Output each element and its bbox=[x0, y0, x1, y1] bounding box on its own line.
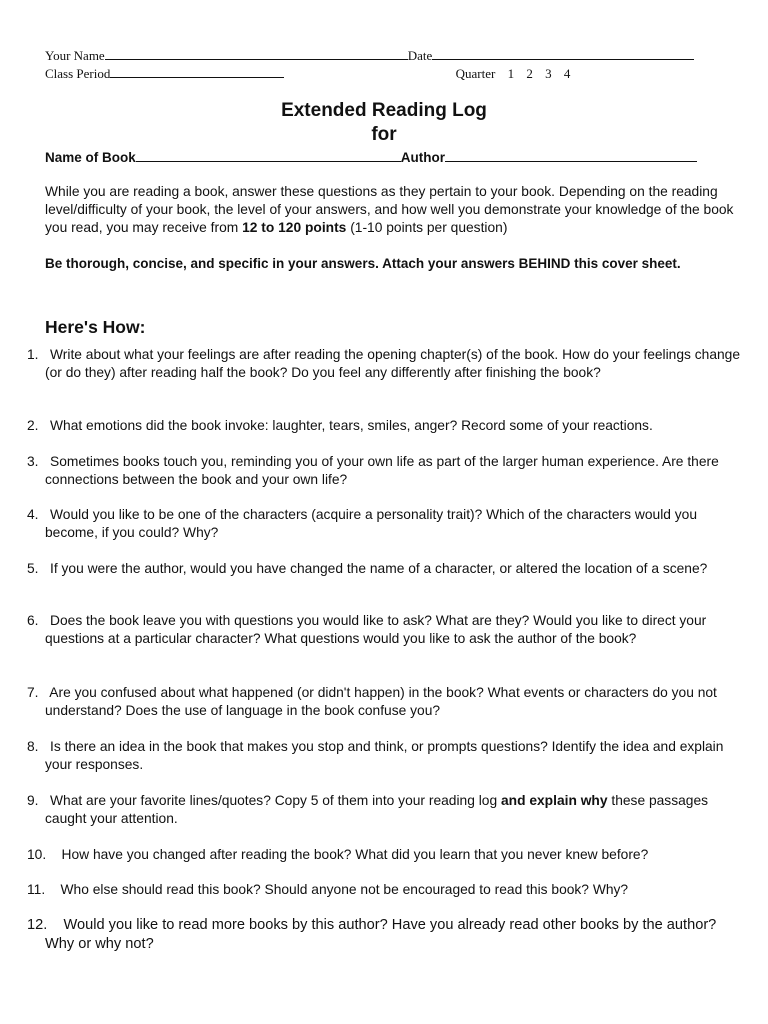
question-text: What emotions did the book invoke: laughter, tears, smiles, anger? Record some of your reactions. bbox=[50, 418, 653, 433]
question-number: 8. bbox=[27, 739, 39, 754]
quarter-label: Quarter bbox=[455, 66, 496, 81]
quarter-option-2[interactable]: 2 bbox=[526, 66, 533, 81]
points-range: 12 to 120 points bbox=[242, 220, 347, 235]
book-name-blank[interactable] bbox=[136, 149, 401, 162]
question-text: Is there an idea in the book that makes you stop and think, or prompts questions? Identify the idea and explain your responses. bbox=[45, 739, 724, 772]
question-text: Would you like to read more books by this author? Have you already read other books by the author? Why or why not? bbox=[45, 917, 717, 952]
question-text: Does the book leave you with questions you would like to ask? What are they? Would you like to direct your questions at a particular character? What questions would you like to ask the author of the book? bbox=[45, 613, 707, 646]
question-text: Are you confused about what happened (or didn't happen) in the book? What events or characters do you not understand? Does the use of language in the book confuse you? bbox=[45, 685, 717, 718]
question-number: 4. bbox=[27, 507, 39, 522]
intro-text: While you are reading a book, answer these questions as they pertain to your book. Depending on the reading level/difficulty of your book, the level of your answers, and how well you demonstrate your knowledge of the book you read, you may receive from bbox=[45, 184, 734, 235]
name-label: Your Name bbox=[45, 48, 105, 63]
author-blank[interactable] bbox=[445, 149, 697, 162]
question-number: 1. bbox=[27, 347, 39, 362]
book-name-label: Name of Book bbox=[45, 150, 136, 165]
intro-paragraph bbox=[45, 183, 735, 237]
quarter-option-1[interactable]: 1 bbox=[507, 66, 515, 81]
question-number: 3. bbox=[27, 454, 39, 469]
question-number: 5. bbox=[27, 561, 39, 576]
class-period-label: Class Period bbox=[45, 66, 111, 81]
author-label: Author bbox=[400, 150, 446, 165]
question-number: 12. bbox=[27, 917, 48, 933]
question-item bbox=[27, 417, 745, 435]
class-quarter-row bbox=[45, 65, 570, 82]
name-blank[interactable] bbox=[105, 47, 408, 60]
question-item bbox=[27, 684, 745, 720]
question-item bbox=[27, 346, 745, 382]
page-title bbox=[0, 99, 768, 147]
question-text: Would you like to be one of the characters (acquire a personality trait)? Which of the characters would you become, if you could? Why? bbox=[45, 507, 698, 540]
question-text: If you were the author, would you have changed the name of a character, or altered the location of a scene? bbox=[50, 561, 708, 576]
question-text: Write about what your feelings are after reading the opening chapter(s) of the book. How do your feelings change (or do they) after reading half the book? Do you feel any differently after finishing the book? bbox=[45, 347, 741, 380]
section-heading: Here's How: bbox=[45, 317, 146, 337]
question-item bbox=[27, 453, 745, 489]
question-item bbox=[27, 506, 745, 542]
title-line-2: for bbox=[371, 124, 397, 145]
question-number: 6. bbox=[27, 613, 39, 628]
question-number: 11. bbox=[27, 882, 46, 897]
question-number: 2. bbox=[27, 418, 39, 433]
date-blank[interactable] bbox=[432, 47, 694, 60]
question-item bbox=[27, 881, 745, 899]
question-item bbox=[27, 738, 745, 774]
question-text: Who else should read this book? Should anyone not be encouraged to read this book? Why? bbox=[60, 882, 629, 897]
book-author-row bbox=[45, 149, 697, 165]
question-emphasis: and explain why bbox=[500, 793, 608, 808]
question-text: What are your favorite lines/quotes? Copy 5 of them into your reading log bbox=[50, 793, 501, 808]
intro-text-after: (1-10 points per question) bbox=[346, 220, 508, 235]
question-item bbox=[27, 612, 745, 648]
date-label: Date bbox=[407, 48, 433, 63]
quarter-option-3[interactable]: 3 bbox=[545, 66, 552, 81]
question-text: How have you changed after reading the book? What did you learn that you never knew before? bbox=[61, 847, 649, 862]
title-line-1: Extended Reading Log bbox=[281, 100, 487, 121]
question-item bbox=[27, 916, 745, 954]
class-period-blank[interactable] bbox=[110, 65, 284, 78]
quarter-option-4[interactable]: 4 bbox=[563, 66, 571, 81]
name-date-row bbox=[45, 47, 694, 64]
question-number: 7. bbox=[27, 685, 39, 700]
question-item bbox=[27, 792, 745, 828]
question-number: 9. bbox=[27, 793, 39, 808]
question-text: Sometimes books touch you, reminding you of your own life as part of the larger human experience. Are there connections between the book and your own life? bbox=[45, 454, 719, 487]
question-text-after: these passages caught your attention. bbox=[45, 793, 709, 826]
question-item bbox=[27, 846, 745, 864]
question-number: 10. bbox=[27, 847, 47, 862]
question-item bbox=[27, 560, 745, 578]
instruction-paragraph: Be thorough, concise, and specific in your answers. Attach your answers BEHIND this cover sheet. bbox=[45, 256, 681, 271]
